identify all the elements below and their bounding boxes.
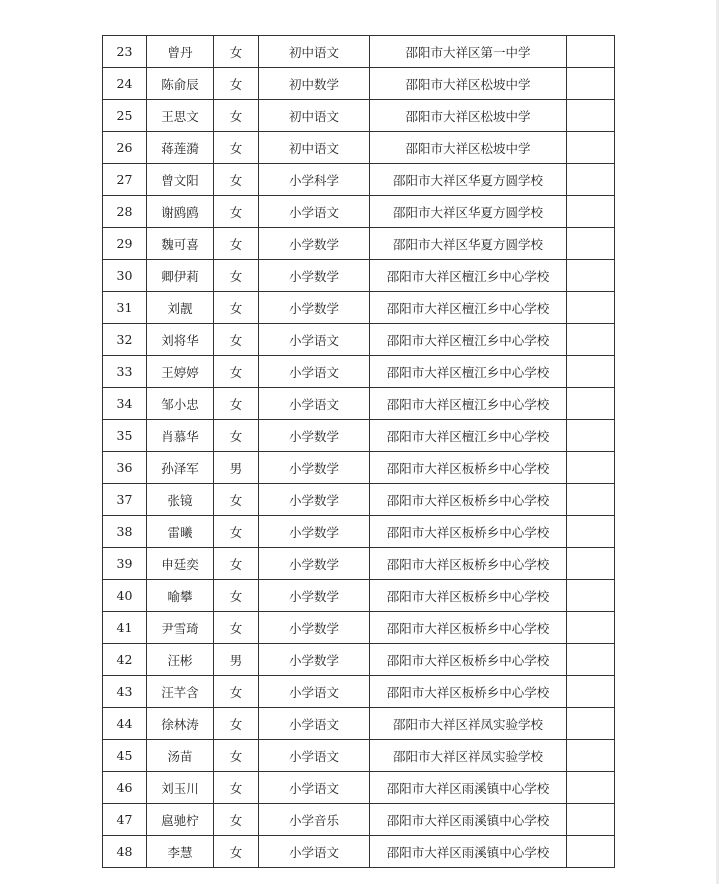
cell-note [567, 420, 615, 452]
cell-note [567, 484, 615, 516]
cell-school: 邵阳市大祥区板桥乡中心学校 [370, 484, 567, 516]
cell-note [567, 68, 615, 100]
cell-number: 38 [103, 516, 147, 548]
cell-name: 曾丹 [147, 36, 214, 68]
cell-name: 王婷婷 [147, 356, 214, 388]
cell-number: 26 [103, 132, 147, 164]
cell-school: 邵阳市大祥区板桥乡中心学校 [370, 580, 567, 612]
cell-name: 魏可喜 [147, 228, 214, 260]
cell-number: 36 [103, 452, 147, 484]
cell-subject: 小学数学 [259, 580, 370, 612]
cell-gender: 女 [214, 228, 259, 260]
table-row [103, 676, 615, 708]
cell-gender: 女 [214, 612, 259, 644]
cell-name: 徐林涛 [147, 708, 214, 740]
table-row [103, 612, 615, 644]
cell-subject: 小学语文 [259, 836, 370, 868]
cell-name: 肖慕华 [147, 420, 214, 452]
cell-subject: 初中语文 [259, 100, 370, 132]
table-row [103, 132, 615, 164]
cell-gender: 男 [214, 644, 259, 676]
cell-note [567, 836, 615, 868]
cell-name: 孙泽军 [147, 452, 214, 484]
cell-subject: 小学数学 [259, 548, 370, 580]
table-row [103, 260, 615, 292]
table-row [103, 516, 615, 548]
cell-name: 陈俞辰 [147, 68, 214, 100]
cell-number: 25 [103, 100, 147, 132]
cell-number: 45 [103, 740, 147, 772]
cell-school: 邵阳市大祥区松坡中学 [370, 100, 567, 132]
cell-school: 邵阳市大祥区檀江乡中心学校 [370, 324, 567, 356]
cell-name: 张镜 [147, 484, 214, 516]
cell-subject: 小学数学 [259, 516, 370, 548]
cell-number: 29 [103, 228, 147, 260]
cell-gender: 女 [214, 292, 259, 324]
cell-subject: 小学语文 [259, 772, 370, 804]
cell-name: 刘玉川 [147, 772, 214, 804]
cell-school: 邵阳市大祥区雨溪镇中心学校 [370, 804, 567, 836]
cell-note [567, 36, 615, 68]
cell-gender: 女 [214, 484, 259, 516]
cell-gender: 女 [214, 356, 259, 388]
cell-subject: 小学科学 [259, 164, 370, 196]
cell-number: 23 [103, 36, 147, 68]
cell-subject: 小学数学 [259, 420, 370, 452]
table-row [103, 772, 615, 804]
cell-gender: 女 [214, 388, 259, 420]
cell-gender: 女 [214, 36, 259, 68]
cell-name: 邹小忠 [147, 388, 214, 420]
cell-subject: 小学语文 [259, 708, 370, 740]
cell-note [567, 772, 615, 804]
cell-school: 邵阳市大祥区檀江乡中心学校 [370, 388, 567, 420]
cell-note [567, 644, 615, 676]
table-row [103, 68, 615, 100]
cell-number: 28 [103, 196, 147, 228]
cell-gender: 女 [214, 516, 259, 548]
cell-note [567, 548, 615, 580]
table-row [103, 548, 615, 580]
cell-subject: 小学音乐 [259, 804, 370, 836]
cell-gender: 女 [214, 100, 259, 132]
cell-number: 41 [103, 612, 147, 644]
cell-note [567, 740, 615, 772]
table-row [103, 644, 615, 676]
cell-gender: 女 [214, 132, 259, 164]
roster-body [103, 36, 615, 868]
cell-name: 曾文阳 [147, 164, 214, 196]
cell-subject: 小学数学 [259, 452, 370, 484]
table-row [103, 36, 615, 68]
cell-number: 33 [103, 356, 147, 388]
cell-gender: 女 [214, 836, 259, 868]
cell-name: 汪彬 [147, 644, 214, 676]
cell-name: 雷曦 [147, 516, 214, 548]
cell-subject: 小学语文 [259, 676, 370, 708]
cell-subject: 小学语文 [259, 324, 370, 356]
cell-note [567, 612, 615, 644]
table-row [103, 388, 615, 420]
cell-gender: 女 [214, 708, 259, 740]
cell-name: 卿伊莉 [147, 260, 214, 292]
cell-school: 邵阳市大祥区祥凤实验学校 [370, 708, 567, 740]
cell-note [567, 196, 615, 228]
cell-name: 刘将华 [147, 324, 214, 356]
cell-note [567, 516, 615, 548]
cell-subject: 小学数学 [259, 292, 370, 324]
cell-subject: 初中数学 [259, 68, 370, 100]
cell-school: 邵阳市大祥区檀江乡中心学校 [370, 292, 567, 324]
cell-school: 邵阳市大祥区雨溪镇中心学校 [370, 836, 567, 868]
cell-name: 谢鸥鸥 [147, 196, 214, 228]
cell-note [567, 388, 615, 420]
table-row [103, 164, 615, 196]
teacher-roster-table [102, 35, 615, 868]
cell-school: 邵阳市大祥区华夏方圆学校 [370, 196, 567, 228]
cell-number: 39 [103, 548, 147, 580]
cell-school: 邵阳市大祥区华夏方圆学校 [370, 228, 567, 260]
cell-subject: 小学数学 [259, 644, 370, 676]
cell-number: 30 [103, 260, 147, 292]
cell-school: 邵阳市大祥区板桥乡中心学校 [370, 516, 567, 548]
cell-name: 李慧 [147, 836, 214, 868]
cell-school: 邵阳市大祥区檀江乡中心学校 [370, 356, 567, 388]
cell-note [567, 228, 615, 260]
table-row [103, 324, 615, 356]
cell-gender: 女 [214, 548, 259, 580]
cell-school: 邵阳市大祥区板桥乡中心学校 [370, 612, 567, 644]
cell-gender: 男 [214, 452, 259, 484]
cell-note [567, 292, 615, 324]
cell-subject: 小学语文 [259, 740, 370, 772]
cell-note [567, 164, 615, 196]
cell-gender: 女 [214, 260, 259, 292]
cell-school: 邵阳市大祥区松坡中学 [370, 132, 567, 164]
cell-gender: 女 [214, 740, 259, 772]
cell-number: 40 [103, 580, 147, 612]
table-row [103, 580, 615, 612]
cell-note [567, 132, 615, 164]
cell-school: 邵阳市大祥区板桥乡中心学校 [370, 548, 567, 580]
cell-note [567, 676, 615, 708]
cell-gender: 女 [214, 804, 259, 836]
cell-school: 邵阳市大祥区板桥乡中心学校 [370, 644, 567, 676]
cell-gender: 女 [214, 676, 259, 708]
cell-note [567, 580, 615, 612]
cell-number: 27 [103, 164, 147, 196]
cell-school: 邵阳市大祥区华夏方圆学校 [370, 164, 567, 196]
cell-note [567, 452, 615, 484]
table-row [103, 452, 615, 484]
cell-gender: 女 [214, 772, 259, 804]
table-row [103, 292, 615, 324]
cell-number: 42 [103, 644, 147, 676]
cell-subject: 小学数学 [259, 484, 370, 516]
cell-note [567, 708, 615, 740]
cell-gender: 女 [214, 196, 259, 228]
cell-name: 汤苗 [147, 740, 214, 772]
cell-number: 32 [103, 324, 147, 356]
table-row [103, 836, 615, 868]
cell-number: 35 [103, 420, 147, 452]
table-row [103, 484, 615, 516]
cell-gender: 女 [214, 420, 259, 452]
cell-number: 34 [103, 388, 147, 420]
cell-subject: 小学语文 [259, 196, 370, 228]
cell-school: 邵阳市大祥区檀江乡中心学校 [370, 420, 567, 452]
cell-note [567, 324, 615, 356]
cell-gender: 女 [214, 324, 259, 356]
cell-number: 44 [103, 708, 147, 740]
cell-gender: 女 [214, 580, 259, 612]
cell-subject: 初中语文 [259, 132, 370, 164]
cell-number: 48 [103, 836, 147, 868]
cell-subject: 小学数学 [259, 612, 370, 644]
cell-number: 24 [103, 68, 147, 100]
table-row [103, 100, 615, 132]
cell-note [567, 356, 615, 388]
cell-subject: 小学数学 [259, 260, 370, 292]
cell-school: 邵阳市大祥区雨溪镇中心学校 [370, 772, 567, 804]
table-row [103, 196, 615, 228]
cell-number: 47 [103, 804, 147, 836]
cell-number: 31 [103, 292, 147, 324]
cell-note [567, 804, 615, 836]
cell-school: 邵阳市大祥区板桥乡中心学校 [370, 676, 567, 708]
cell-name: 刘靓 [147, 292, 214, 324]
table-row [103, 356, 615, 388]
table-row [103, 740, 615, 772]
cell-subject: 初中语文 [259, 36, 370, 68]
cell-name: 蒋莲漪 [147, 132, 214, 164]
table-row [103, 420, 615, 452]
cell-name: 喻攀 [147, 580, 214, 612]
cell-number: 43 [103, 676, 147, 708]
cell-school: 邵阳市大祥区松坡中学 [370, 68, 567, 100]
table-row [103, 804, 615, 836]
cell-school: 邵阳市大祥区板桥乡中心学校 [370, 452, 567, 484]
cell-number: 37 [103, 484, 147, 516]
cell-school: 邵阳市大祥区祥凤实验学校 [370, 740, 567, 772]
cell-subject: 小学数学 [259, 228, 370, 260]
cell-name: 王思文 [147, 100, 214, 132]
cell-name: 扈驰柠 [147, 804, 214, 836]
cell-school: 邵阳市大祥区檀江乡中心学校 [370, 260, 567, 292]
cell-gender: 女 [214, 68, 259, 100]
cell-gender: 女 [214, 164, 259, 196]
cell-name: 尹雪琦 [147, 612, 214, 644]
cell-note [567, 260, 615, 292]
cell-subject: 小学语文 [259, 388, 370, 420]
cell-subject: 小学语文 [259, 356, 370, 388]
table-row [103, 708, 615, 740]
table-row [103, 228, 615, 260]
cell-school: 邵阳市大祥区第一中学 [370, 36, 567, 68]
cell-name: 申廷奕 [147, 548, 214, 580]
cell-number: 46 [103, 772, 147, 804]
cell-note [567, 100, 615, 132]
cell-name: 汪芊含 [147, 676, 214, 708]
